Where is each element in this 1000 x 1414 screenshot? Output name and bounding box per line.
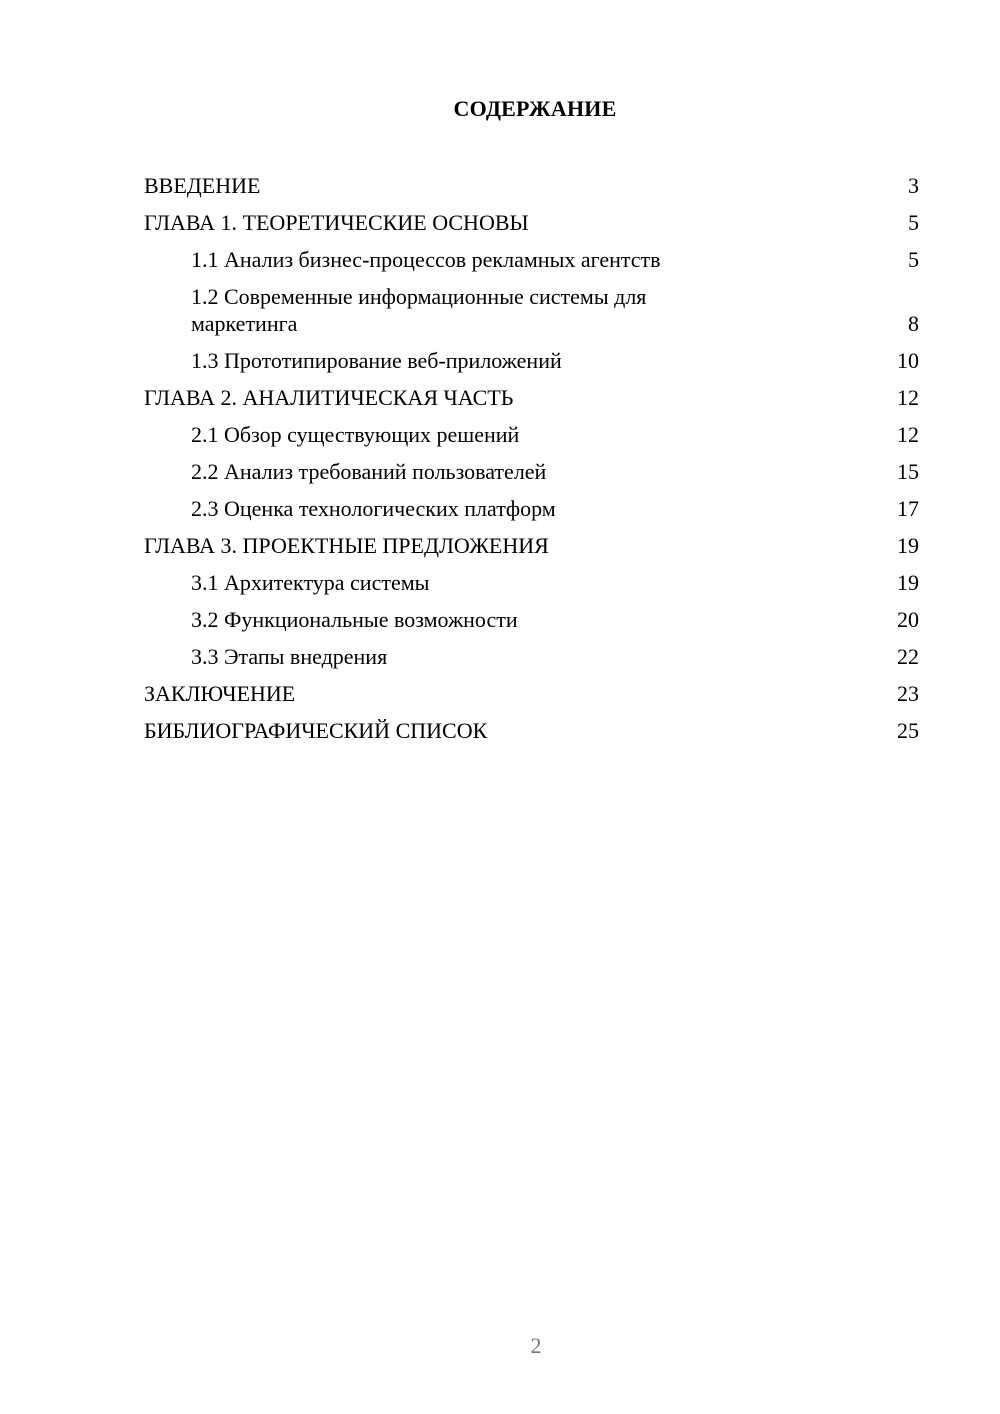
- toc-entry-section-2-2[interactable]: [144, 453, 919, 490]
- toc-entry-page: 12: [897, 422, 919, 447]
- toc-entry-chapter-1[interactable]: [144, 204, 919, 241]
- toc-entry-label: 2.2 Анализ требований пользователей: [191, 459, 547, 484]
- toc-entry-label: ЗАКЛЮЧЕНИЕ: [144, 681, 296, 706]
- page-number: 2: [530, 1333, 542, 1358]
- toc-entry-label: 3.1 Архитектура системы: [191, 570, 430, 595]
- toc-entry-page: 20: [897, 607, 919, 632]
- toc-entry-label: 2.1 Обзор существующих решений: [191, 422, 520, 447]
- toc-entry-section-3-2[interactable]: [144, 601, 919, 638]
- toc-entry-page: 10: [897, 348, 919, 373]
- toc-entry-label: 3.3 Этапы внедрения: [191, 644, 388, 669]
- toc-entry-bibliography[interactable]: [144, 712, 919, 749]
- toc-entry-label: 1.2 Современные информационные системы для маркетинга: [191, 284, 647, 336]
- toc-entry-label: 3.2 Функциональные возможности: [191, 607, 518, 632]
- toc-entry-section-2-1[interactable]: [144, 416, 919, 453]
- toc-entry-page: 5: [908, 247, 919, 272]
- toc-entry-label: 2.3 Оценка технологических платформ: [191, 496, 556, 521]
- toc-entry-label: 1.1 Анализ бизнес-процессов рекламных агентств: [191, 247, 661, 272]
- toc-entry-conclusion[interactable]: [144, 675, 919, 712]
- toc-entry-page: 19: [897, 570, 919, 595]
- toc-entry-label: ГЛАВА 3. ПРОЕКТНЫЕ ПРЕДЛОЖЕНИЯ: [144, 533, 549, 558]
- toc-entry-page: 12: [897, 385, 919, 410]
- toc-entry-chapter-2[interactable]: [144, 379, 919, 416]
- toc-entry-page: 8: [908, 311, 919, 336]
- toc-entry-section-3-3[interactable]: [144, 638, 919, 675]
- toc-entry-page: 5: [908, 210, 919, 235]
- toc-entry-page: 3: [908, 173, 919, 198]
- toc-entry-label: ГЛАВА 1. ТЕОРЕТИЧЕСКИЕ ОСНОВЫ: [144, 210, 529, 235]
- toc-entry-introduction[interactable]: [144, 167, 919, 204]
- toc-entry-page: 25: [897, 718, 919, 743]
- toc-entry-label: ГЛАВА 2. АНАЛИТИЧЕСКАЯ ЧАСТЬ: [144, 385, 514, 410]
- toc-entry-section-1-2[interactable]: [144, 278, 919, 342]
- toc-entry-label: БИБЛИОГРАФИЧЕСКИЙ СПИСОК: [144, 718, 488, 743]
- toc-entry-page: 17: [897, 496, 919, 521]
- toc-entry-page: 22: [897, 644, 919, 669]
- toc-entry-page: 19: [897, 533, 919, 558]
- toc-entry-label: ВВЕДЕНИЕ: [144, 173, 261, 198]
- toc-title: СОДЕРЖАНИЕ: [453, 96, 617, 121]
- toc-entry-section-1-1[interactable]: [144, 241, 919, 278]
- toc-entry-section-3-1[interactable]: [144, 564, 919, 601]
- toc-entry-chapter-3[interactable]: [144, 527, 919, 564]
- toc-entry-page: 15: [897, 459, 919, 484]
- toc-entry-page: 23: [897, 681, 919, 706]
- toc-entry-section-2-3[interactable]: [144, 490, 919, 527]
- toc-entry-label: 1.3 Прототипирование веб-приложений: [191, 348, 562, 373]
- table-of-contents: [144, 167, 919, 749]
- toc-entry-section-1-3[interactable]: [144, 342, 919, 379]
